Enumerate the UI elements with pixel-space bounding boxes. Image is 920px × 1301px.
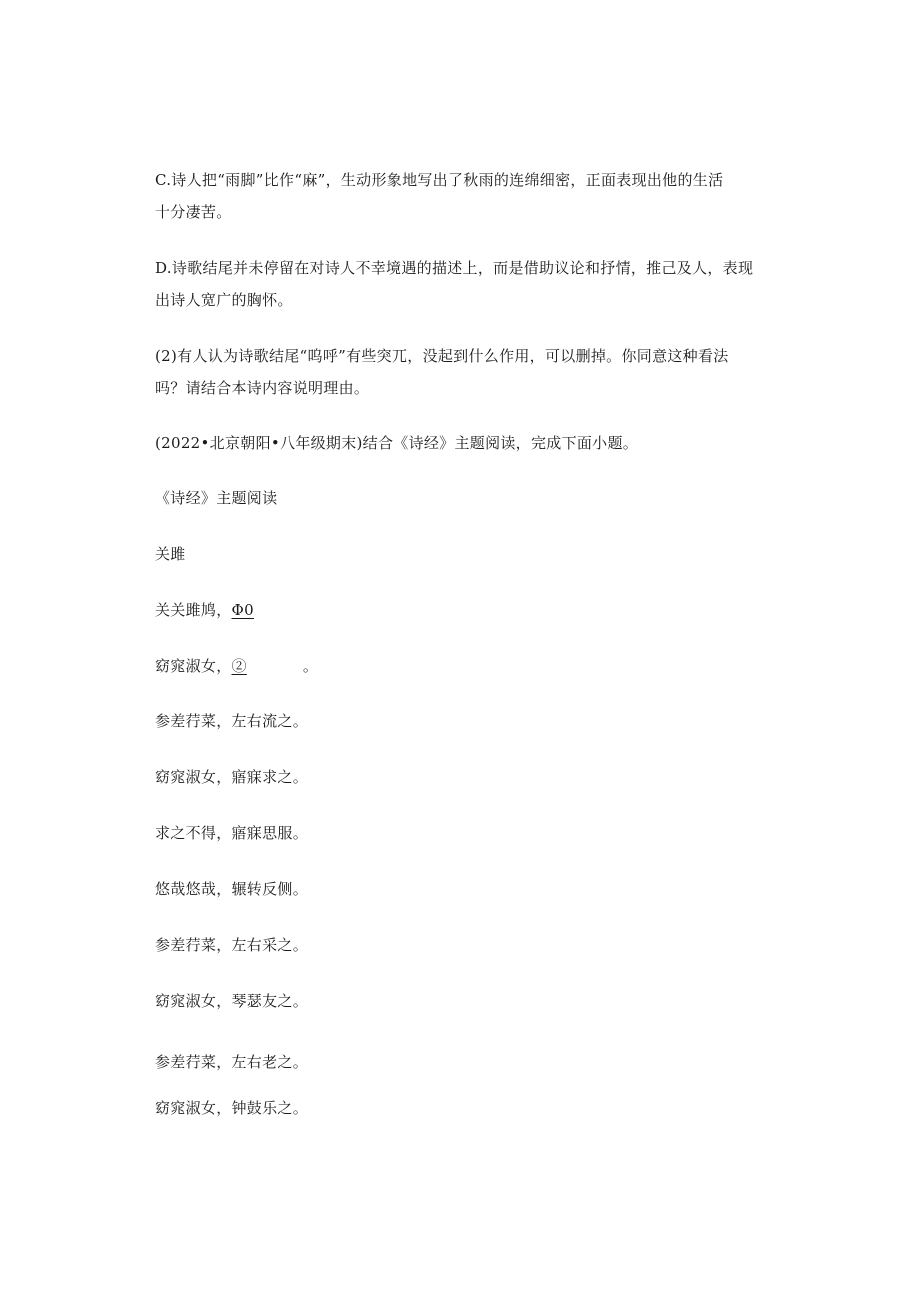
- option-c-line1: C.诗人把“雨脚”比作“麻”，生动形象地写出了秋雨的连绵细密，正面表现出他的生活: [155, 171, 724, 189]
- poem-line-2: [155, 656, 765, 676]
- poem-line-2-text: 窈窕淑女，: [155, 657, 232, 675]
- poem-line-5: 求之不得，寤寐思服。: [155, 824, 309, 842]
- blank-marker-1: Φ0: [231, 601, 254, 619]
- question2-line2: 吗？请结合本诗内容说明理由。: [155, 379, 370, 397]
- poem-title: 关雎: [155, 545, 186, 563]
- poem-line-7: 参差荇菜，左右采之。: [155, 936, 309, 954]
- question2-line1: (2)有人认为诗歌结尾“呜呼”有些突兀，没起到什么作用，可以删掉。你同意这种看法: [155, 347, 729, 365]
- blank-marker-2: ②: [231, 657, 247, 675]
- option-d-line2: 出诗人宽广的胸怀。: [155, 291, 293, 309]
- poem-line-10: 窈窕淑女，钟鼓乐之。: [155, 1099, 309, 1117]
- poem-line-9: 参差荇菜，左右老之。: [155, 1053, 309, 1071]
- poem-line-1-text: 关关雎鸠，: [155, 601, 232, 619]
- poem-line-6: 悠哉悠哉，辗转反侧。: [155, 880, 309, 898]
- option-c-line2: 十分凄苦。: [155, 203, 232, 221]
- poem-line-2-end: 。: [302, 657, 319, 675]
- poem-line-1: [155, 600, 765, 620]
- section-heading: 《诗经》主题阅读: [155, 489, 278, 507]
- poem-line-3: 参差荇菜，左右流之。: [155, 712, 309, 730]
- poem-line-4: 窈窕淑女，寤寐求之。: [155, 768, 309, 786]
- option-d-line1: D.诗歌结尾并未停留在对诗人不幸境遇的描述上，而是借助议论和抒情，推己及人，表现: [155, 259, 754, 277]
- poem-line-8: 窈窕淑女，琴瑟友之。: [155, 992, 309, 1010]
- section-intro: (2022•北京朝阳•八年级期末)结合《诗经》主题阅读，完成下面小题。: [155, 434, 639, 452]
